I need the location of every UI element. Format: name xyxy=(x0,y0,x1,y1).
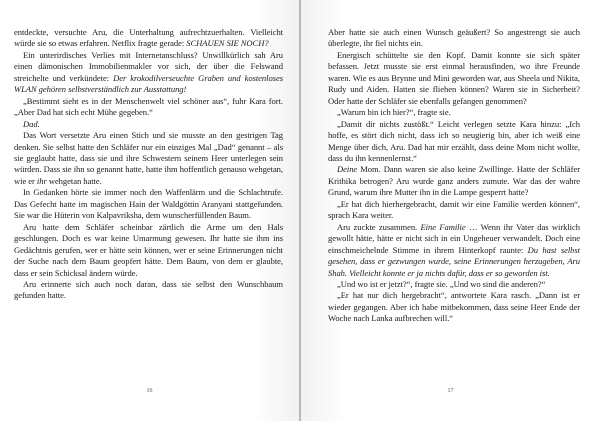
right-page-paragraph: Deine Mom. Dann waren sie also keine Zwillinge. Hatte der Schläfer Krithika betrogen? Aru wurde ganz anders zumute. War das der wahre Grund, warum ihre Mutter ihn in die Lampe gesperrt hatte? xyxy=(328,164,580,198)
left-page-paragraph: Dad. xyxy=(23,118,40,129)
left-page-paragraph: In Gedanken hörte sie immer noch den Waffenlärm und die Schlachtrufe. Das Gefecht hatte im magischen Hain der Waldgöttin Aranyani stattgefunden. Sie war die Hüterin von Kalpavriksha, dem wunscherfüllenden Baum. xyxy=(14,187,283,221)
page-number-left: 16 xyxy=(146,387,153,394)
right-page-paragraph: „Damit dir nichts zustößt.“ Leicht verlegen setzte Kara hinzu: „Ich hoffe, es stört dich nicht, dass ich so neugierig bin, aber ich weiß eine Menge über dich, Aru. Dad hat mir erzählt, dass deine Mom nicht wollte, dass du ihn kennenlernst.“ xyxy=(328,118,580,163)
page-number-right: 17 xyxy=(447,387,454,394)
right-page-paragraph: „Er hat nur dich hergebracht“, antwortete Kara rasch. „Dann ist er wieder gegangen. Aber ich habe mitbekommen, dass seine Heer Ende der Woche nach Lanka aufbrechen will.“ xyxy=(328,290,580,324)
right-page-paragraph: „Und wo ist er jetzt?“, fragte sie. „Und wo sind die anderen?“ xyxy=(337,278,546,289)
right-page-text xyxy=(328,27,580,325)
left-page xyxy=(0,0,299,421)
right-page-paragraph: Energisch schüttelte sie den Kopf. Damit konnte sie sich später befassen. Jetzt musste sie erst einmal herausfinden, wo ihre Freunde waren. Wie es aus Brynne und Mini geworden war, aus Sheela und Nikita, Rudy und Aiden. Hatten sie fliehen können? Waren sie in Sicherheit? Oder hatte der Schläfer sie ebenfalls gefangen genommen? xyxy=(328,49,580,106)
right-page-paragraph: „Er hat dich hierhergebracht, damit wir eine Familie werden können“, sprach Kara weiter. xyxy=(328,198,580,221)
left-page-paragraph: Aru erinnerte sich auch noch daran, dass sie selbst den Wunschbaum gefunden hatte. xyxy=(14,278,283,301)
left-page-paragraph: Ein unterirdisches Verlies mit Internetanschluss? Unwillkürlich sah Aru einen dämonischen Immobilienmakler vor sich, der über die Felswand streichelte und verkündete: Der krokodilverseuchte Graben und kostenloses WLAN gehören selbstverständlich zur Ausstattung! xyxy=(14,49,283,95)
left-page-paragraph: Das Wort versetzte Aru einen Stich und sie musste an den gestrigen Tag denken. Sie selbst hatte den Schläfer nur ein einziges Mal „Dad“ genannt – als sie geglaubt hatte, dass sie und ihre Schwestern seinem Heer unterlegen sein würden. Dass sie ihn so genannt hatte, hatte ihm hoffentlich genauso wehgetan, wie er ihr wehgetan hatte. xyxy=(14,130,283,186)
right-page-paragraph: Aru zuckte zusammen. Eine Familie … Wenn ihr Vater das wirklich gewollt hätte, hätte er nicht sich in ein Ungeheuer verwandelt. Doch eine einschmeichelnde Stimme in ihrem Hinterkopf raunte: Du hast selbst gesehen, dass er gezwungen wurde, seine Erinnerungen herzugeben, Aru Shah. Vielleicht konnte er ja nichts dafür, dass er so geworden ist. xyxy=(328,221,580,278)
left-page-paragraph: Aru hatte dem Schläfer scheinbar zärtlich die Arme um den Hals geschlungen. Doch es war keine Umarmung gewesen. Ihr hatte sie ihm ins Gedächtnis gerufen, wer er hätte sein können, wer er seine Erinnerungen nicht der Suche nach dem Baum geopfert hätte. Dem Baum, von dem er glaubte, dass er sein Schicksal ändern würde. xyxy=(14,221,283,278)
left-page-paragraph: „Bestimmt sieht es in der Menschenwelt viel schöner aus“, fuhr Kara fort. „Aber Dad hat sich echt Mühe gegeben.“ xyxy=(14,95,283,118)
right-page-paragraph: „Warum bin ich hier?“, fragte sie. xyxy=(337,107,451,118)
right-page-paragraph: Aber hatte sie auch einen Wunsch geäußert? So angestrengt sie auch überlegte, ihr fiel nichts ein. xyxy=(328,27,580,49)
left-page-paragraph: entdeckte, versuchte Aru, die Unterhaltung aufrechtzuerhalten. Vielleicht würde sie so etwas erfahren. Netflix fragte gerade: SCHAUEN SIE NOCH? xyxy=(14,27,283,49)
left-page-text xyxy=(14,27,283,302)
right-page xyxy=(301,0,600,421)
